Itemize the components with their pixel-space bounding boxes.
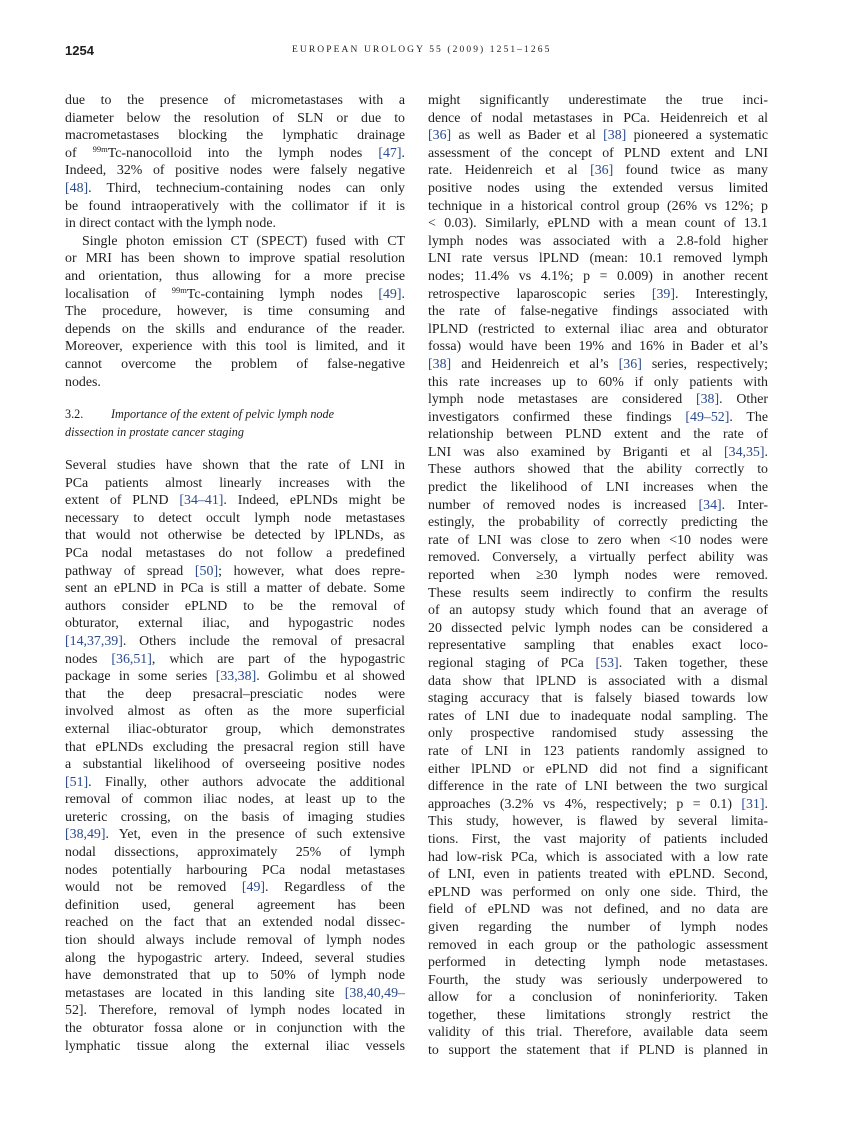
left-column-bottom bbox=[65, 457, 405, 1055]
text-line: [38] and Heidenreich et al’s [36] series, respectively; bbox=[428, 356, 768, 372]
text-line: [51]. Finally, other authors advocate the additional bbox=[65, 774, 405, 790]
citation-link[interactable]: [14,37,39] bbox=[65, 633, 123, 649]
citation-link[interactable]: [51] bbox=[65, 774, 89, 790]
text-line: along the hypogastric artery. Indeed, several studies bbox=[65, 950, 405, 966]
journal-header: EUROPEAN UROLOGY 55 (2009) 1251–1265 bbox=[292, 45, 552, 55]
text-line: Indeed, 32% of positive nodes were falsely negative bbox=[65, 163, 405, 179]
text-line: tions. First, the vast majority of patients included bbox=[428, 831, 768, 847]
text-line: Fourth, the study was seriously underpowered to bbox=[428, 972, 768, 988]
right-column bbox=[428, 92, 768, 1060]
citation-link[interactable]: [38,49] bbox=[65, 827, 106, 843]
text-line: the obturator fossa alone or in conjunction with the bbox=[65, 1021, 405, 1036]
text-line: positive nodes using the extended versus limited bbox=[428, 180, 768, 196]
text-line: only prospective randomised study assessing the bbox=[428, 726, 768, 742]
citation-link[interactable]: [33,38] bbox=[215, 669, 257, 685]
citation-link[interactable]: [36] bbox=[590, 163, 614, 179]
text-line: technique in a historical control group (26% vs 12%; p bbox=[428, 198, 768, 214]
citation-link[interactable]: [31] bbox=[741, 796, 765, 812]
text-line: obturator, external iliac, and hypogastric nodes bbox=[65, 616, 405, 632]
text-line: Moreover, experience with this tool is limited, and it bbox=[65, 339, 405, 355]
text-segment: Tc-nanocolloid into the lymph nodes [47]. bbox=[107, 145, 405, 161]
text-line: this rate increases up to 60% if only patients with bbox=[428, 374, 768, 390]
text-line: predict the likelihood of LNI increases when the bbox=[428, 480, 768, 496]
text-line: < 0.03). Similarly, ePLND with a mean count of 13.1 bbox=[428, 216, 768, 232]
text-line: depends on the skills and endurance of the reader. bbox=[65, 321, 405, 337]
text-line: The procedure, however, is time consuming and bbox=[65, 304, 405, 320]
text-line: have demonstrated that up to 50% of lymph node bbox=[65, 968, 405, 984]
left-column-top bbox=[65, 92, 405, 391]
text-line bbox=[65, 145, 405, 163]
text-line: 20 dissected pelvic lymph nodes can be considered a bbox=[428, 620, 768, 636]
text-line: due to the presence of micrometastases with a bbox=[65, 93, 405, 108]
text-line: or MRI has been shown to improve spatial resolution bbox=[65, 251, 405, 267]
text-line: would not be removed [49]. Regardless of the bbox=[65, 880, 405, 896]
citation-link[interactable]: [34,35] bbox=[724, 444, 765, 460]
text-line: number of removed nodes is increased [34]. Inter- bbox=[428, 497, 768, 513]
text-line: in direct contact with the lymph node. bbox=[65, 216, 277, 232]
citation-link[interactable]: [53] bbox=[595, 656, 619, 671]
citation-link[interactable]: [38] bbox=[695, 392, 720, 408]
text-line: together, these limitations strongly restrict the bbox=[428, 1007, 768, 1023]
text-line: performed in detecting lymph node metastases. bbox=[428, 955, 768, 971]
text-line: metastases are located in this landing site [38,40,49– bbox=[65, 985, 405, 1001]
text-line: lymph nodes was associated with a 2.8-fold higher bbox=[428, 233, 768, 249]
text-line: macrometastases blocking the lymphatic drainage bbox=[65, 128, 405, 144]
citation-link[interactable]: [36] bbox=[618, 356, 642, 372]
text-line: [48]. Third, technecium-containing nodes can only bbox=[65, 180, 405, 196]
text-line: pathway of spread [50]; however, what does repre- bbox=[65, 563, 405, 579]
text-line: sent an ePLND in PCa is still a matter of debate. Some bbox=[65, 581, 405, 597]
text-line: This study, however, is flawed by several limita- bbox=[428, 814, 768, 830]
text-line: LNI rate versus lPLND (mean: 10.1 removed lymph bbox=[428, 251, 768, 267]
text-line: fossa) would have been 19% and 16% in Bader et al’s bbox=[428, 339, 768, 355]
text-line: ePLND was performed on only one side. Third, the bbox=[428, 884, 768, 900]
text-line: cannot overcome the problem of false-negative bbox=[65, 356, 405, 372]
text-line: PCa patients almost linearly increases with the bbox=[65, 475, 405, 491]
text-line: approaches (3.2% vs 4%, respectively; p = 0.1) [31]. bbox=[428, 796, 768, 812]
text-line: [14,37,39]. Others include the removal of presacral bbox=[65, 633, 405, 649]
text-line: a substantial likelihood of overseeing positive nodes bbox=[65, 757, 405, 773]
text-line bbox=[65, 286, 405, 304]
text-line: data show that lPLND is associated with a dismal bbox=[428, 673, 768, 689]
text-line: of an autopsy study which found that an average of bbox=[428, 603, 768, 619]
superscript: 99m bbox=[92, 143, 108, 154]
text-line: rates of LNI due to inadequate nodal sampling. The bbox=[428, 708, 768, 724]
citation-link[interactable]: [38,40,49– bbox=[344, 985, 405, 1001]
text-line: lymph node metastases are considered [38]. Other bbox=[428, 392, 768, 408]
citation-link[interactable]: [36] bbox=[428, 128, 452, 144]
section-title-line-2: dissection in prostate cancer staging bbox=[65, 425, 244, 439]
text-line: removed in each group or the pathologic assessment bbox=[428, 937, 768, 953]
citation-link[interactable]: [39] bbox=[651, 286, 675, 302]
text-line: tion should always include removal of lymph nodes bbox=[65, 933, 405, 949]
text-line: and orientation, thus allowing for a more precise bbox=[65, 268, 405, 284]
text-line: removed. Conversely, a virtually perfect ability was bbox=[428, 550, 768, 566]
text-line: involved almost as often as the more superficial bbox=[65, 704, 405, 720]
text-line: estingly, the probability of correctly predicting the bbox=[428, 515, 768, 531]
text-line: representative sampling that enables exact loco- bbox=[428, 638, 768, 654]
text-line: reached on the fact that an extended nodal dissec- bbox=[65, 915, 405, 931]
text-line: rate. Heidenreich et al [36] found twice as many bbox=[428, 163, 768, 179]
citation-link[interactable]: [47] bbox=[378, 145, 402, 161]
text-line: difference in the rate of LNI between the two surgical bbox=[428, 779, 768, 795]
text-line: [36] as well as Bader et al [38] pioneered a systematic bbox=[428, 128, 768, 144]
page-number: 1254 bbox=[65, 43, 94, 58]
section-heading bbox=[65, 405, 405, 441]
text-line: nodes potentially harbouring PCa nodal metastases bbox=[65, 862, 405, 878]
text-line: might significantly underestimate the true inci- bbox=[428, 93, 768, 108]
text-line: nodal dissections, approximately 25% of lymph bbox=[65, 845, 405, 861]
text-line: staging accuracy that is falsely biased towards low bbox=[428, 691, 768, 707]
citation-link[interactable]: [50] bbox=[194, 563, 219, 579]
text-line: These authors showed that the ability correctly to bbox=[428, 462, 768, 478]
text-segment: of bbox=[65, 145, 93, 161]
text-line: be found intraoperatively with the collimator if it is bbox=[65, 198, 405, 214]
text-line: assessment of the concept of PLND extent and LNI bbox=[428, 145, 768, 161]
text-line: lymphatic tissue along the external iliac vessels bbox=[65, 1038, 405, 1054]
text-line: either lPLND or ePLND did not find a significant bbox=[428, 761, 768, 777]
superscript: 99m bbox=[171, 284, 187, 295]
text-line: that ePLNDs excluding the presacral region still have bbox=[65, 739, 405, 755]
section-number: 3.2. bbox=[65, 407, 84, 421]
text-line: PCa nodal metastases do not follow a predefined bbox=[65, 545, 405, 561]
text-line: These results seem indirectly to confirm the results bbox=[428, 585, 768, 601]
section-title-line-1: Importance of the extent of pelvic lymph node bbox=[111, 407, 335, 421]
text-line: necessary to detect occult lymph node metastases bbox=[65, 510, 405, 526]
text-line: that would not otherwise be detected by lPLNDs, as bbox=[65, 528, 405, 544]
text-line: rate of LNI in 123 patients randomly assigned to bbox=[428, 743, 768, 759]
citation-link[interactable]: [36,51] bbox=[111, 651, 152, 667]
text-line: the rate of false-negative findings associated with bbox=[428, 304, 768, 320]
text-line: package in some series [33,38]. Golimbu et al showed bbox=[65, 669, 405, 685]
text-line: validity of this trial. Therefore, available data seem bbox=[428, 1025, 768, 1041]
text-line: lPLND (restricted to external iliac area and obturator bbox=[428, 321, 768, 337]
text-line: Single photon emission CT (SPECT) fused with CT bbox=[82, 233, 405, 249]
citation-link[interactable]: [34] bbox=[698, 497, 722, 513]
citation-link[interactable]: [38] bbox=[428, 356, 452, 372]
text-line: rate of LNI was close to zero when <10 nodes were bbox=[428, 532, 768, 548]
text-line: retrospective laparoscopic series [39]. Interestingly, bbox=[428, 286, 768, 302]
citation-link[interactable]: [49] bbox=[378, 286, 402, 302]
text-line: authors consider ePLND to be the removal of bbox=[65, 598, 405, 614]
text-line: [38,49]. Yet, even in the presence of such extensive bbox=[65, 827, 405, 843]
text-segment: localisation of bbox=[65, 286, 172, 302]
citation-link[interactable]: [49] bbox=[241, 880, 266, 896]
citation-link[interactable]: [48] bbox=[65, 180, 89, 196]
text-line: that the deep presacral–presciatic nodes were bbox=[65, 686, 405, 702]
text-line: had low-risk PCa, which is associated with a low rate bbox=[428, 849, 768, 865]
text-line: LNI was also examined by Briganti et al [34,35]. bbox=[428, 444, 768, 460]
text-line: given regarding the number of lymph nodes bbox=[428, 919, 768, 935]
text-line: relationship between PLND extent and the rate of bbox=[428, 427, 768, 443]
text-line: 52]. Therefore, removal of lymph nodes located in bbox=[65, 1003, 405, 1019]
text-line: investigators confirmed these findings [49–52]. The bbox=[428, 409, 769, 425]
citation-link[interactable]: [38] bbox=[603, 128, 627, 144]
text-line: Several studies have shown that the rate of LNI in bbox=[65, 458, 405, 473]
text-line: to support the statement that if PLND is planned in bbox=[428, 1043, 768, 1059]
text-line: field of ePLND was not defined, and no data are bbox=[428, 902, 768, 918]
text-line: definition used, general agreement has been bbox=[65, 897, 405, 913]
text-line: allow for a conclusion of noninferiority. Taken bbox=[428, 990, 768, 1006]
text-line: external iliac-obturator group, which demonstrates bbox=[65, 721, 405, 737]
citation-link[interactable]: [49–52] bbox=[685, 409, 730, 425]
text-line: nodes; 11.4% vs 4.1%; p = 0.009) in another recent bbox=[428, 268, 768, 284]
text-line: dence of nodal metastases in PCa. Heidenreich et al bbox=[428, 110, 768, 126]
text-line: removal of common iliac nodes, at least up to the bbox=[65, 792, 405, 808]
text-line: diameter below the resolution of SLN or due to bbox=[65, 110, 405, 126]
text-line: of LNI, even in patients treated with ePLND. Second, bbox=[428, 867, 768, 883]
text-line: nodes [36,51], which are part of the hypogastric bbox=[65, 651, 405, 667]
citation-link[interactable]: [34–41] bbox=[179, 493, 224, 509]
text-line: regional staging of PCa [53]. Taken together, these bbox=[428, 656, 768, 671]
text-line: nodes. bbox=[65, 374, 101, 390]
text-line: reported when ≥30 lymph nodes were removed. bbox=[428, 568, 768, 584]
text-segment: Tc-containing lymph nodes [49]. bbox=[186, 286, 405, 302]
text-line: ureteric crossing, on the basis of imaging studies bbox=[65, 809, 405, 825]
text-line: extent of PLND [34–41]. Indeed, ePLNDs might be bbox=[65, 493, 406, 509]
